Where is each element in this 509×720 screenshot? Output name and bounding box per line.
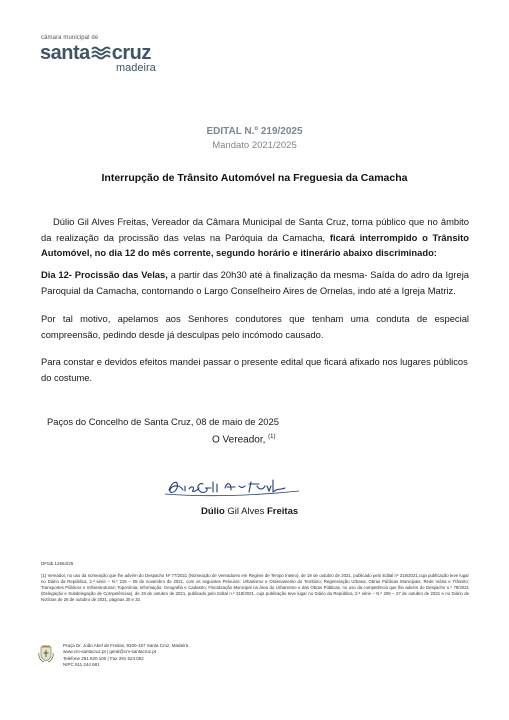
name-middle: Gil Alves bbox=[224, 506, 267, 517]
nipc-line: NIPC 511 244 681 bbox=[63, 661, 100, 667]
footer-address bbox=[63, 643, 188, 668]
wave-logo-icon bbox=[91, 45, 111, 61]
handwritten-signature bbox=[163, 476, 303, 498]
contact-line: www.cm-santacruz.pt | geral@cm-santacruz.pt bbox=[63, 649, 157, 655]
place-date: Paços do Concelho de Santa Cruz, 08 de maio de 2025 bbox=[47, 416, 279, 427]
signatory-name bbox=[201, 506, 298, 517]
role-label: O Vereador, bbox=[212, 434, 266, 446]
paragraph-closing: Para constar e devidos efeitos mandei passar o presente edital que ficará afixado nos lugares públicos do costume. bbox=[41, 356, 468, 383]
footnote-mark: (1) bbox=[268, 434, 276, 440]
itinerary-bold: Dia 12- Procissão das Velas, bbox=[41, 269, 168, 280]
logo-name-right: cruz bbox=[111, 42, 151, 64]
municipality-logo bbox=[40, 42, 151, 64]
footnote-text: (1) Vereador, no uso da nomeação que lhe advém do Despacho Nº 77/2021 (Nomeação de Vereadores em Regime de Tempo Inteiro), de 19 de outubro de 2021, publicado pelo Edital nº 316/2021,cuja publicação teve lugar no Diário da República, 2.ª série – N.º 215 – 05 de novembro de 2021, com os seguintes Pelouros: Urbanismo e Ordenamento do Território; Regeneração Urbana; Obras Públicas Municipais; Rede Viária e Trânsito; Transportes Públicos e Infraestruturas; Toponímia; Informação; Geografia e Cadastro; Fiscalização Municipal na área do Urbanismo e das Obras Públicas, no uso da competência que lhe advém do Despacho n.º 79/2021 (Delegação e Subdelegação de Competências), de 19 de outubro de 2021, publicado pelo Edital n.º 318/2021, cuja publicação teve lugar no Diário da República, 2.ª série – N.º 209 – 27 de outubro de 2021 e no Diário de Notícias de 26 de outubro de 2021, páginas 30 e 32. bbox=[41, 573, 469, 602]
signatory-role bbox=[212, 434, 276, 445]
name-first: Dúlio bbox=[201, 506, 225, 517]
edital-number: EDITAL N.º 219/2025 bbox=[206, 126, 303, 137]
name-last: Freitas bbox=[267, 506, 299, 517]
logo-name-left: santa bbox=[40, 42, 90, 64]
document-reference: DF/ab.12664/25 bbox=[41, 561, 74, 566]
address-line: Praça Dr. João Abel de Freitas, 9100-157 Santa Cruz, Madeira bbox=[63, 643, 189, 648]
announcement-text: Dúlio Gil Alves Freitas, Vereador da Câmara Municipal de Santa Cruz, torna público que no âmbito da realização da procissão das velas na Paróquia da Camacha, bbox=[41, 216, 469, 243]
logo-top-text: câmara municipal de bbox=[41, 35, 99, 41]
announcement-bold: ficará interrompido o Trânsito Automóvel, no dia 12 do mês corrente, segundo horário e itinerário abaixo discriminado: bbox=[41, 231, 469, 258]
phone-line: Telefone 291 520 100 | Fax 291 524 062 bbox=[63, 655, 144, 661]
paragraph-apology: Por tal motivo, apelamos aos Senhores condutores que tenham uma conduta de especial compreensão, pedindo desde já desculpas pelo incómodo causado. bbox=[41, 313, 469, 340]
coat-of-arms-icon bbox=[38, 645, 54, 663]
itinerary-text: a partir das 20h30 até à finalização da mesma- Saída do adro da Igreja Paroquial da Camacha, contornando o Largo Conselheiro Aires de Ornelas, indo até a Igreja Matriz. bbox=[41, 269, 469, 296]
paragraph-itinerary bbox=[41, 267, 469, 298]
logo-region: madeira bbox=[116, 62, 156, 74]
edital-mandate: Mandato 2021/2025 bbox=[212, 140, 297, 151]
document-title: Interrupção de Trânsito Automóvel na Freguesia da Camacha bbox=[101, 172, 408, 184]
paragraph-announcement bbox=[41, 214, 469, 261]
